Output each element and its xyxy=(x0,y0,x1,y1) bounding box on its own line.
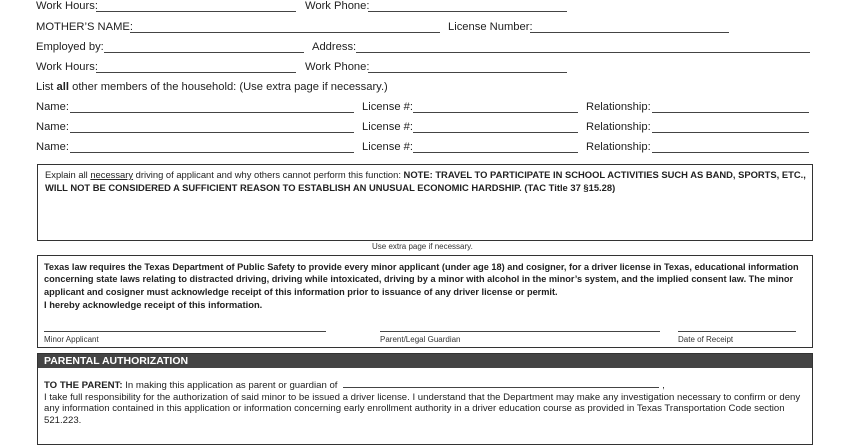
address-field[interactable] xyxy=(356,52,810,53)
mothers-name-label: MOTHER’S NAME: xyxy=(36,21,133,33)
parental-authorization-text xyxy=(44,378,810,426)
employed-by-field[interactable] xyxy=(104,52,304,53)
work-phone-field-2[interactable] xyxy=(368,72,567,73)
household-relationship-label-1: Relationship: xyxy=(586,101,651,113)
acknowledge-statement: I hereby acknowledge receipt of this information. xyxy=(44,299,263,310)
household-license-label-3: License #: xyxy=(362,141,413,153)
household-license-label-1: License #: xyxy=(362,101,413,113)
household-all: all xyxy=(56,81,69,93)
address-label: Address: xyxy=(312,41,357,53)
date-of-receipt-line[interactable] xyxy=(678,331,796,332)
minor-applicant-signature-line[interactable] xyxy=(44,331,326,332)
parental-comma: , xyxy=(662,380,665,391)
household-name-label-2: Name: xyxy=(36,121,69,133)
household-suffix: other members of the household: (Use extra page if necessary.) xyxy=(68,81,388,93)
license-number-field[interactable] xyxy=(530,32,729,33)
household-license-label-2: License #: xyxy=(362,121,413,133)
employed-by-label: Employed by: xyxy=(36,41,104,53)
law-acknowledgement-box xyxy=(37,255,813,348)
household-relationship-field-2[interactable] xyxy=(652,132,809,133)
household-name-field-2[interactable] xyxy=(70,132,354,133)
household-license-field-3[interactable] xyxy=(413,152,578,153)
explain-necessary: necessary xyxy=(90,169,134,180)
extra-page-note: Use extra page if necessary. xyxy=(372,242,473,251)
parental-authorization-header: PARENTAL AUTHORIZATION xyxy=(38,354,812,368)
law-text: Texas law requires the Texas Department of Public Safety to provide every minor applicant (under age 18) and cosigner, for a driver license in Texas, educational information concerning state laws relating to distracted driving, driving while intoxicated, driving by a minor with alcohol in the minor’s system, and the implied consent law. The minor applicant and cosigner must acknowledge receipt of this information prior to issuance of any driver license or permit. xyxy=(44,262,799,297)
household-prefix: List xyxy=(36,81,57,93)
parent-guardian-signature-line[interactable] xyxy=(380,331,660,332)
household-instructions xyxy=(36,80,388,94)
work-hours-label-2: Work Hours: xyxy=(36,61,98,73)
explain-text-2: driving of applicant and why others cannot perform this function: xyxy=(133,169,404,180)
mothers-name-field[interactable] xyxy=(130,32,440,33)
household-name-field-3[interactable] xyxy=(70,152,354,153)
explain-note: NOTE: TRAVEL TO PARTICIPATE IN SCHOOL ACTIVITIES SUCH AS BAND, SPORTS, ETC., WILL NOT BE CONSIDERED A SUFFICIENT REASON TO ESTABLISH AN UNUSUAL ECONOMIC HARDSHIP. (TAC Title 37 §15.28) xyxy=(45,169,806,193)
work-hours-field[interactable] xyxy=(96,11,296,12)
parental-text-2: I take full responsibility for the authorization of said minor to be issued a driver license. I understand that the Department may make any investigation necessary to confirm or deny any information contained in this application or information concerning early enrollment authority in a driver education course as provided in Texas Transportation Code section 521.223. xyxy=(44,391,801,426)
parental-authorization-box xyxy=(37,353,813,445)
minor-applicant-label: Minor Applicant xyxy=(44,335,99,344)
explain-box[interactable] xyxy=(37,164,813,241)
work-phone-label-2: Work Phone: xyxy=(305,61,370,73)
minor-name-field[interactable] xyxy=(343,378,659,388)
parent-guardian-label: Parent/Legal Guardian xyxy=(380,335,461,344)
work-hours-label: Work Hours: xyxy=(36,0,98,12)
household-name-field-1[interactable] xyxy=(70,112,354,113)
household-relationship-label-3: Relationship: xyxy=(586,141,651,153)
household-relationship-field-3[interactable] xyxy=(652,152,809,153)
household-license-field-2[interactable] xyxy=(413,132,578,133)
work-phone-label: Work Phone: xyxy=(305,0,370,12)
household-name-label-3: Name: xyxy=(36,141,69,153)
work-phone-field[interactable] xyxy=(368,11,567,12)
household-relationship-label-2: Relationship: xyxy=(586,121,651,133)
household-relationship-field-1[interactable] xyxy=(652,112,809,113)
parental-text-1: In making this application as parent or guardian of xyxy=(122,380,338,391)
explain-instructions xyxy=(45,169,809,194)
explain-text-1: Explain all xyxy=(45,169,91,180)
household-license-field-1[interactable] xyxy=(413,112,578,113)
license-number-label: License Number: xyxy=(448,21,533,33)
date-of-receipt-label: Date of Receipt xyxy=(678,335,734,344)
work-hours-field-2[interactable] xyxy=(96,72,296,73)
to-the-parent-label: TO THE PARENT: xyxy=(44,380,123,391)
household-name-label-1: Name: xyxy=(36,101,69,113)
